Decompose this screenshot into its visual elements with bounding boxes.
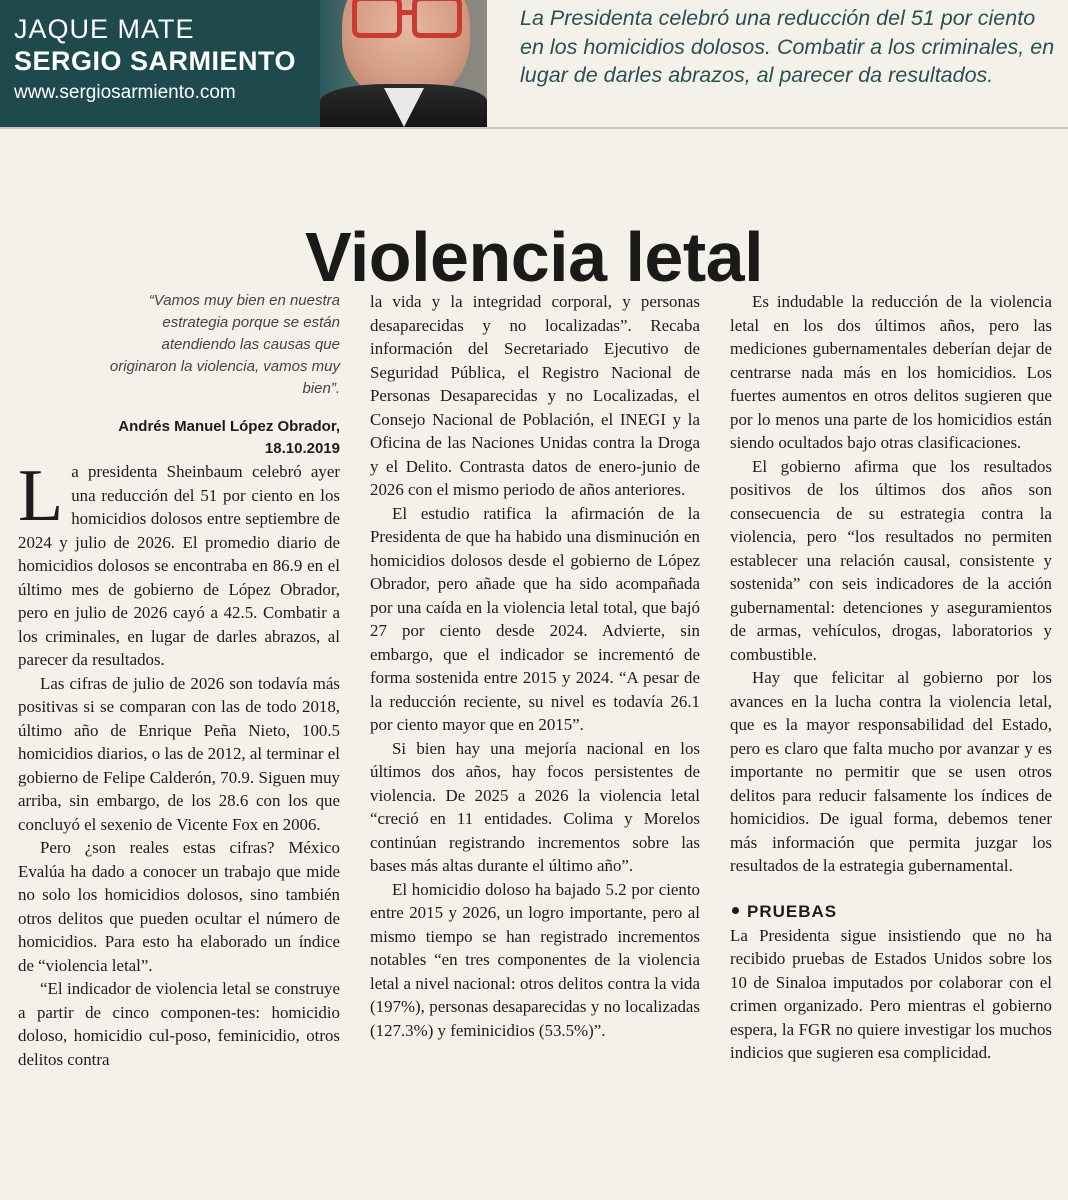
glasses-bridge xyxy=(402,10,412,15)
column-name: JAQUE MATE xyxy=(14,14,195,44)
article-column-3 xyxy=(730,290,1052,1065)
header-divider xyxy=(0,127,1068,129)
article-paragraph: Es indudable la reducción de la violencia letal en los dos últimos años, pero las mediciones gubernamentales deberían dejar de centrarse nada más en los homicidios. Los fuertes aumentos en otros delitos sugieren que por lo menos una parte de los homicidios están siendo ocultados bajo otras clasificaciones. xyxy=(730,292,1052,452)
glasses-right-lens xyxy=(412,0,462,38)
article-paragraph: El gobierno afirma que los resultados positivos de los últimos dos años son consecuencia de su estrategia contra la violencia, pero “los resultados no permiten establecer una relación causal, consistente y sostenida” con seis indicadores de la acción gubernamental: detenciones y aseguramientos de armas, vehículos, drogas, laboratorios y combustible. xyxy=(730,456,1052,664)
column-header xyxy=(0,0,1068,127)
author-name: SERGIO SARMIENTO xyxy=(14,46,297,76)
article-paragraph: Pero ¿son reales estas cifras? México Evalúa ha dado a conocer un trabajo que mide no solo los homicidios dolosos, sino también otros delitos que pueden ocultar el número de homicidios. Para esto ha elaborado un índice de “violencia letal”. xyxy=(18,838,340,975)
bullet-icon xyxy=(732,907,739,914)
article-paragraph: Las cifras de julio de 2026 son todavía más positivas si se comparan con las de todo 2018, último año de Enrique Peña Nieto, 100.5 homicidios diarios, o las de 2012, al terminar el gobierno de Felipe Calderón, 70.9. Siguen muy arriba, sin embargo, de los 28.6 con los que concluyó el sexenio de Vicente Fox en 2006. xyxy=(18,673,340,834)
epigraph-date: 18.10.2019 xyxy=(264,440,340,457)
epigraph-quote: “Vamos muy bien en nuestra estrategia porque se están atendiendo las causas que originaron la violencia, vamos muy bien”. xyxy=(109,292,340,397)
column-header-panel xyxy=(0,0,487,127)
article-title: Violencia letal xyxy=(304,217,764,296)
article-paragraph: El estudio ratifica la afirmación de la Presidenta de que ha habido una disminución en homicidios dolosos desde el gobierno de López Obrador, pero añade que ha sido acompañada por una caída en la violencia letal total, que bajó 27 por ciento desde 2024. Advierte, sin embargo, que el indicador se incrementó de forma sostenida entre 2015 y 2024. “A pesar de la reducción reciente, su nivel es todavía 26.1 por ciento mayor que en 2015”. xyxy=(370,503,700,734)
epigraph-author: Andrés Manuel López Obrador, xyxy=(118,418,340,435)
glasses-left-lens xyxy=(352,0,402,38)
article-column-1 xyxy=(18,290,340,1071)
paragraph-text: a presidenta Sheinbaum celebró ayer una reducción del 51 por ciento en los homicidios dolosos entre septiembre de 2024 y julio de 2026. El promedio diario de homicidios dolosos se encontraba en 86.9 en el último mes de gobierno de López Obrador, pero en julio de 2026 cayó a 42.5. Combatir a los criminales, en lugar de darles abrazos, al parecer da resultados. xyxy=(18,462,340,669)
subheading-text: PRUEBAS xyxy=(747,901,838,921)
article-paragraph: La Presidenta sigue insistiendo que no ha recibido pruebas de Estados Unidos sobre los 10 de Sinaloa imputados por colaborar con el crimen organizado. Pero mientras el gobierno espera, la FGR no quiere investigar los muchos indicios que sugieren esa complicidad. xyxy=(730,925,1052,1062)
article-paragraph: Hay que felicitar al gobierno por los avances en la lucha contra la violencia letal, que es la mayor responsabilidad del Estado, pero es claro que falta mucho por avanzar y es importante no permitir que se usen otros delitos para reducir falsamente los índices de homicidios. De igual forma, debemos tener más información que permita juzgar los resultados de la estrategia gubernamental. xyxy=(730,668,1052,875)
author-photo xyxy=(320,0,487,127)
article-paragraph-continued xyxy=(18,977,340,1071)
article-paragraph-continuation: la vida y la integridad corporal, y personas desaparecidas y no localizadas”. Recaba información del Secretariado Ejecutivo de Seguridad Pública, el Registro Nacional de Personas Desaparecidas y no Localizadas, el Consejo Nacional de Población, el INEGI y la Oficina de las Naciones Unidas contra la Droga y el Delito. Contrasta datos de enero-junio de 2026 con el mismo periodo de años anteriores. xyxy=(370,292,700,499)
article-column-2 xyxy=(370,290,700,1042)
header-pull-quote: La Presidenta celebró una reducción del 51 por ciento en los homicidios dolosos. Combatir a los criminales, en lugar de darles abrazos, al parecer da resultados. xyxy=(520,6,1055,87)
article-paragraph: Si bien hay una mejoría nacional en los últimos dos años, hay focos persistentes de violencia. De 2025 a 2026 la violencia letal “creció en 11 entidades. Colima y Morelos continúan registrando incrementos sobre las bases más altas durante el último año”. xyxy=(370,738,700,875)
author-website: www.sergiosarmiento.com xyxy=(14,82,236,103)
article-paragraph: El homicidio doloso ha bajado 5.2 por ciento entre 2015 y 2026, un logro importante, pero al mismo tiempo se han registrado incrementos notables “en tres componentes de la violencia letal a nivel nacional: otros delitos contra la vida (197%), personas desaparecidas y no localizadas (127.3%) y feminicidios (53.5%)”. xyxy=(370,879,700,1040)
drop-cap: L xyxy=(18,455,64,537)
paragraph-text: “El indicador de violencia letal se construye a partir de cinco componen-tes: homicidio doloso, homicidio cul-poso, feminicidio, otros delitos contra xyxy=(18,979,340,1069)
subheading xyxy=(730,900,1052,924)
article-paragraph-lead xyxy=(18,455,340,672)
